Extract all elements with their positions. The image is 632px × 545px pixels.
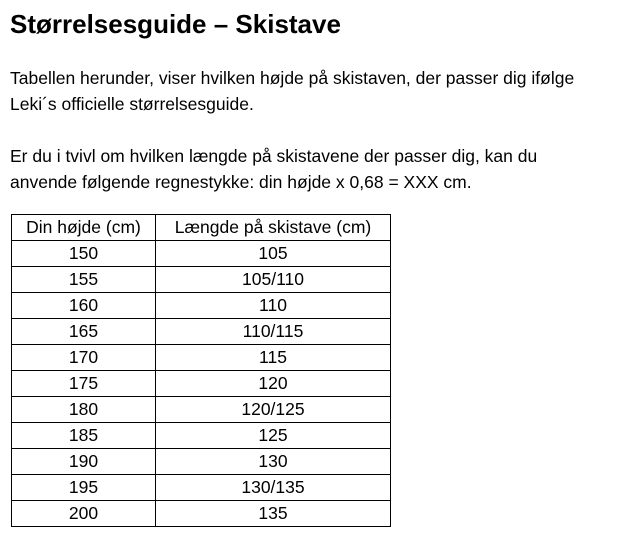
table-row (12, 267, 391, 293)
cell-height: 185 (12, 423, 156, 449)
table-body (12, 241, 391, 527)
cell-pole-length: 120/125 (156, 397, 391, 423)
cell-height: 180 (12, 397, 156, 423)
table-row (12, 397, 391, 423)
table-header-row (12, 215, 391, 241)
cell-pole-length: 105 (156, 241, 391, 267)
table-row (12, 475, 391, 501)
column-header-pole-length: Længde på skistave (cm) (156, 215, 391, 241)
cell-height: 170 (12, 345, 156, 371)
cell-height: 175 (12, 371, 156, 397)
cell-pole-length: 130/135 (156, 475, 391, 501)
table-row (12, 371, 391, 397)
calculation-line: anvende følgende regnestykke: din højde x 0,68 = XXX cm. (10, 172, 472, 192)
table-row (12, 345, 391, 371)
table-row (12, 293, 391, 319)
table-row (12, 423, 391, 449)
cell-pole-length: 120 (156, 371, 391, 397)
cell-height: 200 (12, 501, 156, 527)
cell-height: 165 (12, 319, 156, 345)
table-row (12, 501, 391, 527)
cell-pole-length: 115 (156, 345, 391, 371)
intro-line: Tabellen herunder, viser hvilken højde på skistaven, der passer dig ifølge (10, 68, 575, 88)
cell-pole-length: 105/110 (156, 267, 391, 293)
cell-height: 160 (12, 293, 156, 319)
intro-paragraph (10, 65, 574, 117)
table-row (12, 319, 391, 345)
calculation-paragraph (10, 143, 537, 195)
cell-pole-length: 125 (156, 423, 391, 449)
cell-pole-length: 110 (156, 293, 391, 319)
column-header-height: Din højde (cm) (12, 215, 156, 241)
cell-height: 195 (12, 475, 156, 501)
table-row (12, 449, 391, 475)
intro-line: Leki´s officielle størrelsesguide. (10, 94, 254, 114)
page-title: Størrelsesguide – Skistave (10, 9, 341, 39)
cell-height: 190 (12, 449, 156, 475)
table-row (12, 241, 391, 267)
cell-pole-length: 130 (156, 449, 391, 475)
cell-pole-length: 135 (156, 501, 391, 527)
cell-pole-length: 110/115 (156, 319, 391, 345)
cell-height: 155 (12, 267, 156, 293)
cell-height: 150 (12, 241, 156, 267)
size-guide-table (11, 214, 391, 527)
calculation-line: Er du i tvivl om hvilken længde på skistavene der passer dig, kan du (10, 146, 538, 166)
